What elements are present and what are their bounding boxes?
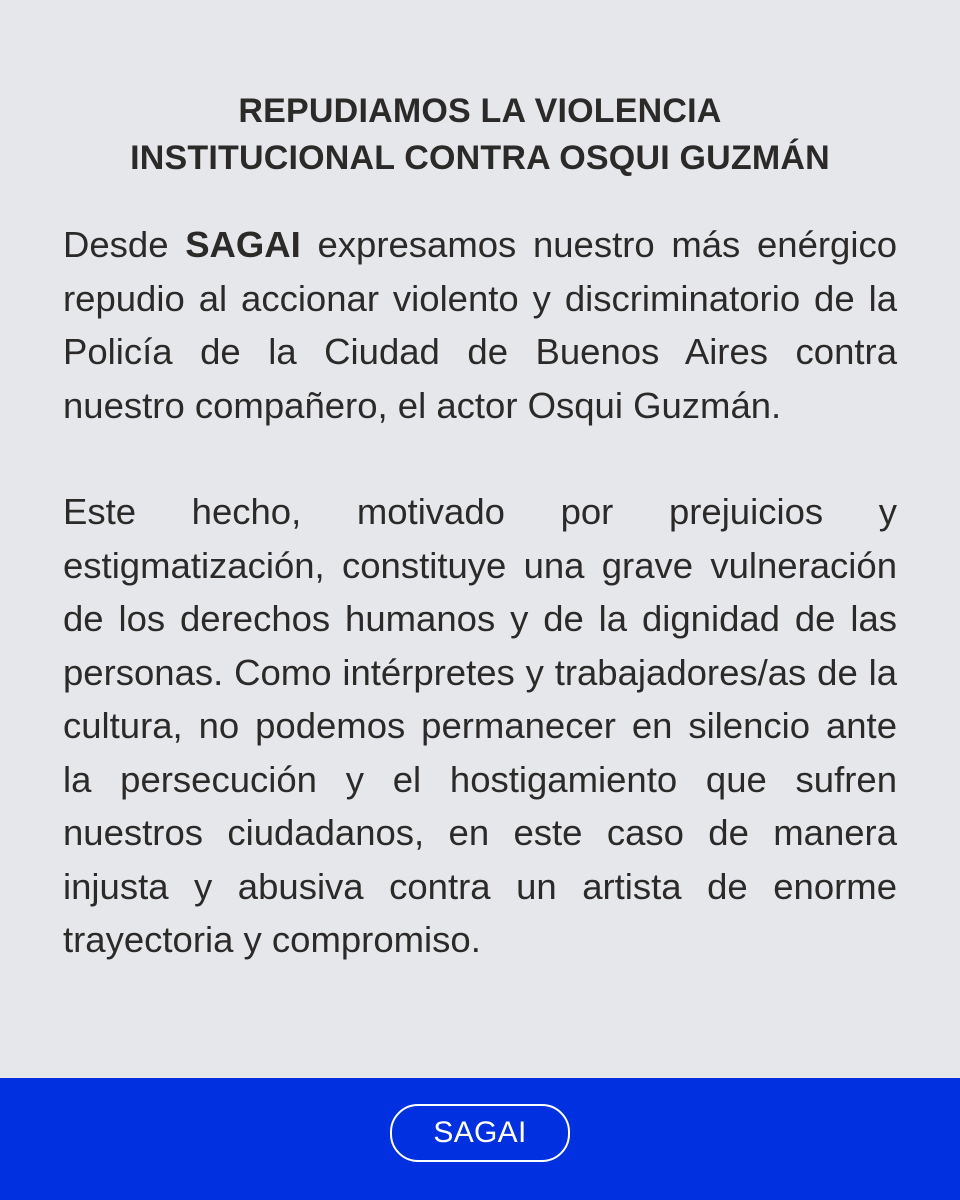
organization-name: SAGAI: [185, 224, 301, 265]
title-line-1: REPUDIAMOS LA VIOLENCIA: [238, 92, 722, 130]
statement-title: [63, 88, 897, 182]
title-line-2: INSTITUCIONAL CONTRA OSQUI GUZMÁN: [130, 139, 830, 177]
statement-content: [63, 88, 897, 967]
paragraph-1-rest: expresamos nuestro más enérgico repudio al accionar violento y discriminatorio de la Policía de la Ciudad de Buenos Aires contra nuestro compañero, el actor Osqui Guzmán.: [63, 224, 897, 426]
sagai-logo-badge: SAGAI: [390, 1104, 570, 1162]
paragraph-1-intro: Desde: [63, 224, 186, 265]
statement-paragraph-2: Este hecho, motivado por prejuicios y estigmatización, constituye una grave vulneración de los derechos humanos y de la dignidad de las personas. Como intérpretes y trabajadores/as de la cultura, no podemos permanecer en silencio ante la persecución y el hostigamiento que sufren nuestros ciudadanos, en este caso de manera injusta y abusiva contra un artista de enorme trayectoria y compromiso.: [63, 491, 897, 960]
footer-bar: [0, 1078, 960, 1200]
statement-paragraph-1: [63, 218, 897, 432]
